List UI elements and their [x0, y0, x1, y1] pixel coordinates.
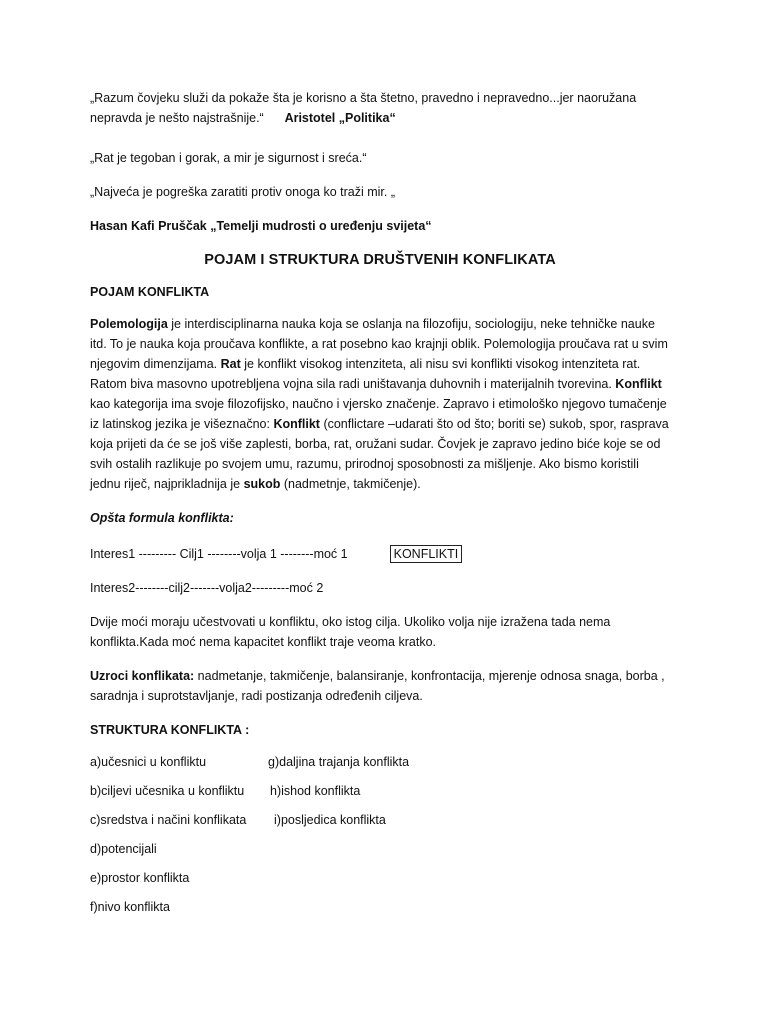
quote-aristotle [90, 88, 670, 128]
term-uzroci: Uzroci konflikata: [90, 669, 195, 683]
formula-row-1 [90, 544, 670, 564]
page-title: POJAM I STRUKTURA DRUŠTVENIH KONFLIKATA [204, 252, 556, 268]
paragraph-text: (nadmetnje, takmičenje). [280, 477, 421, 491]
term-rat: Rat [220, 357, 241, 371]
quote-war-peace: „Rat je tegoban i gorak, a mir je sigurnost i sreća.“ [90, 151, 367, 165]
paragraph-text: nadmetanje, takmičenje, balansiranje, konfrontacija, mjerenje odnosa snaga, borba , saradnja i suprotstavljanje, radi postizanja određenih ciljeva. [90, 669, 665, 703]
structure-row [90, 810, 670, 830]
paragraph-dvije-moci: Dvije moći moraju učestvovati u konfliktu, oko istog cilja. Ukoliko volja nije izražena tada nema konflikta.Kada moć nema kapacitet konflikt traje veoma kratko. [90, 615, 611, 649]
quote-aristotle-text: „Razum čovjeku služi da pokaže šta je korisno a šta štetno, pravedno i nepravedno...jer naoružana nepravda je nešto najstrašnije.“ [90, 91, 637, 125]
paragraph-text: kao kategorija ima svoje filozofijsko, naučno i vjersko značenje. Zapravo i etimološko njegovo tumačenje iz latinskog jezika je višeznačno: [90, 397, 667, 431]
list-item: g)daljina trajanja konflikta [268, 755, 410, 769]
quote-aristotle-author: Aristotel „Politika“ [284, 111, 396, 125]
term-polemologija: Polemologija [90, 317, 168, 331]
konflikti-box: KONFLIKTI [390, 545, 463, 563]
document-page [90, 88, 670, 926]
structure-row [90, 752, 670, 772]
paragraph-text: je interdisciplinarna nauka koja se oslanja na filozofiju, sociologiju, neke tehničke nauke itd. To je nauka koja proučava konflikte, a rat posebno kao krajnji oblik. Polemologija proučava rat u svim njegovim dimenzijama. [90, 317, 668, 371]
section-heading-pojam: POJAM KONFLIKTA [90, 285, 210, 299]
term-sukob: sukob [243, 477, 281, 491]
formula-label: Opšta formula konflikta: [90, 511, 234, 525]
list-item: b)ciljevi učesnika u konfliktu [90, 784, 245, 798]
paragraph-text: je konflikt visokog intenziteta, ali nisu svi konflikti visokog intenziteta rat. Ratom biva masovno upotrebljena vojna sila radi uništavanja duhovnih i materijalnih tvorevina. [90, 357, 641, 391]
term-konflikt-2: Konflikt [273, 417, 320, 431]
list-item: h)ishod konflikta [270, 784, 361, 798]
quote-pruscak-author: Hasan Kafi Pruščak „Temelji mudrosti o uređenju svijeta“ [90, 219, 432, 233]
list-item: c)sredstva i načini konflikata [90, 813, 247, 827]
list-item: f)nivo konflikta [90, 900, 170, 914]
structure-row [90, 781, 670, 801]
list-item: a)učesnici u konfliktu [90, 755, 207, 769]
formula-row-1-text: Interes1 --------- Cilj1 --------volja 1 --------moć 1 [90, 547, 348, 561]
formula-row-2: Interes2--------cilj2-------volja2---------moć 2 [90, 581, 324, 595]
paragraph-polemologija [90, 314, 670, 494]
paragraph-text: (conflictare –udarati što od što; boriti se) sukob, spor, rasprava koja prijeti da će se još više zaplesti, borba, rat, oružani sudar. Čovjek je zapravo jedino biće koje se od svih ostalih razlikuje po svojem umu, razumu, prirodnoj sposobnosti za mišljenje. Ako bismo koristili jednu riječ, najprikladnija je [90, 417, 669, 491]
paragraph-uzroci [90, 666, 670, 706]
quote-mistake: „Najveća je pogreška zaratiti protiv onoga ko traži mir. „ [90, 185, 395, 199]
list-item: d)potencijali [90, 842, 157, 856]
list-item: i)posljedica konflikta [274, 813, 386, 827]
section-heading-struktura: STRUKTURA KONFLIKTA : [90, 723, 250, 737]
term-konflikt: Konflikt [615, 377, 662, 391]
list-item: e)prostor konflikta [90, 871, 190, 885]
